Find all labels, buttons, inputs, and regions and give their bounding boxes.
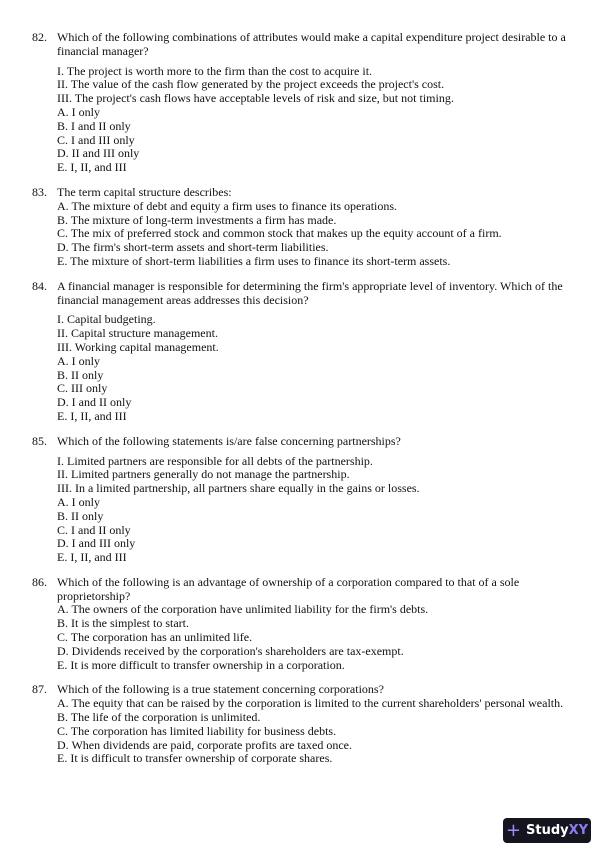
brand-accent-text: XY (568, 822, 589, 838)
answer-option[interactable]: D. When dividends are paid, corporate profits are taxed once. (57, 737, 352, 752)
question-stem (32, 31, 588, 59)
answer-option[interactable]: D. I and II only (57, 395, 132, 410)
answer-option[interactable]: E. It is difficult to transfer ownership of corporate shares. (57, 751, 333, 766)
statement: II. The value of the cash flow generated by the project exceeds the project's cost. (57, 77, 445, 92)
question-text: Which of the following is a true statement concerning corporations? (57, 682, 384, 697)
question-text: Which of the following combinations of attributes would make a capital expenditure project desirable to a financial manager? (57, 30, 566, 58)
option-list (32, 603, 588, 672)
answer-option[interactable]: E. The mixture of short-term liabilities a firm uses to finance its short-term assets. (57, 253, 451, 268)
statement-list (32, 65, 588, 106)
question-87 (32, 683, 588, 766)
question-text: The term capital structure describes: (57, 184, 232, 199)
question-stem (32, 186, 588, 200)
question-number: 87. (32, 682, 47, 697)
answer-option[interactable]: C. The corporation has an unlimited life. (57, 630, 253, 645)
answer-option[interactable]: B. The mixture of long-term investments a firm has made. (57, 212, 337, 227)
statement: I. The project is worth more to the firm than the cost to acquire it. (57, 63, 373, 78)
answer-option[interactable]: A. I only (57, 104, 100, 119)
question-number: 83. (32, 184, 47, 199)
question-82 (32, 31, 588, 175)
statement: III. In a limited partnership, all partners share equally in the gains or losses. (57, 481, 420, 496)
statement: I. Limited partners are responsible for all debts of the partnership. (57, 453, 373, 468)
answer-option[interactable]: C. I and II only (57, 522, 131, 537)
option-list (32, 106, 588, 175)
answer-option[interactable]: B. II only (57, 367, 104, 382)
statement: III. Working capital management. (57, 339, 219, 354)
answer-option[interactable]: A. The owners of the corporation have unlimited liability for the firm's debts. (57, 602, 429, 617)
plus-icon: + (505, 819, 522, 841)
statement-list (32, 455, 588, 496)
answer-option[interactable]: E. It is more difficult to transfer ownership in a corporation. (57, 657, 345, 672)
question-number: 84. (32, 278, 47, 293)
answer-option[interactable]: E. I, II, and III (57, 550, 127, 565)
answer-option[interactable]: C. The mix of preferred stock and common stock that makes up the equity account of a firm. (57, 226, 502, 241)
statement: II. Limited partners generally do not manage the partnership. (57, 467, 350, 482)
option-list (32, 200, 588, 269)
question-number: 85. (32, 433, 47, 448)
question-number: 82. (32, 30, 47, 44)
statement: I. Capital budgeting. (57, 312, 156, 327)
question-stem (32, 280, 588, 308)
question-text: Which of the following is an advantage of ownership of a corporation compared to that of a sole proprietorship? (57, 574, 520, 603)
answer-option[interactable]: E. I, II, and III (57, 408, 127, 423)
answer-option[interactable]: B. The life of the corporation is unlimited. (57, 710, 261, 725)
answer-option[interactable]: C. The corporation has limited liability for business debts. (57, 723, 337, 738)
question-84 (32, 280, 588, 424)
answer-option[interactable]: B. It is the simplest to start. (57, 616, 189, 631)
answer-option[interactable]: D. Dividends received by the corporation's shareholders are tax-exempt. (57, 643, 404, 658)
question-83 (32, 186, 588, 269)
option-list (32, 697, 588, 766)
question-stem (32, 683, 588, 697)
answer-option[interactable]: D. I and III only (57, 536, 136, 551)
question-text: A financial manager is responsible for determining the firm's appropriate level of inventory. Which of the financial management areas addresses this decision? (57, 278, 563, 307)
answer-option[interactable]: A. The equity that can be raised by the corporation is limited to the current shareholders' personal wealth. (57, 696, 564, 711)
answer-option[interactable]: B. I and II only (57, 118, 131, 133)
question-stem (32, 576, 588, 604)
answer-option[interactable]: D. II and III only (57, 146, 140, 161)
answer-option[interactable]: A. The mixture of debt and equity a firm uses to finance its operations. (57, 198, 398, 213)
question-85 (32, 435, 588, 565)
option-list (32, 355, 588, 424)
answer-option[interactable]: A. I only (57, 494, 100, 509)
statement: II. Capital structure management. (57, 326, 218, 341)
question-86 (32, 576, 588, 673)
answer-option[interactable]: D. The firm's short-term assets and short-term liabilities. (57, 240, 329, 255)
statement: III. The project's cash flows have acceptable levels of risk and size, but not timing. (57, 91, 454, 106)
question-document (32, 31, 588, 777)
question-stem (32, 435, 588, 449)
answer-option[interactable]: C. III only (57, 381, 108, 396)
studyxy-badge[interactable] (503, 818, 591, 843)
option-list (32, 496, 588, 565)
answer-option[interactable]: E. I, II, and III (57, 160, 127, 175)
answer-option[interactable]: B. II only (57, 508, 104, 523)
question-text: Which of the following statements is/are false concerning partnerships? (57, 433, 401, 448)
brand-text: Study (526, 822, 569, 838)
statement-list (32, 313, 588, 354)
answer-option[interactable]: C. I and III only (57, 132, 135, 147)
answer-option[interactable]: A. I only (57, 353, 100, 368)
question-number: 86. (32, 574, 47, 589)
